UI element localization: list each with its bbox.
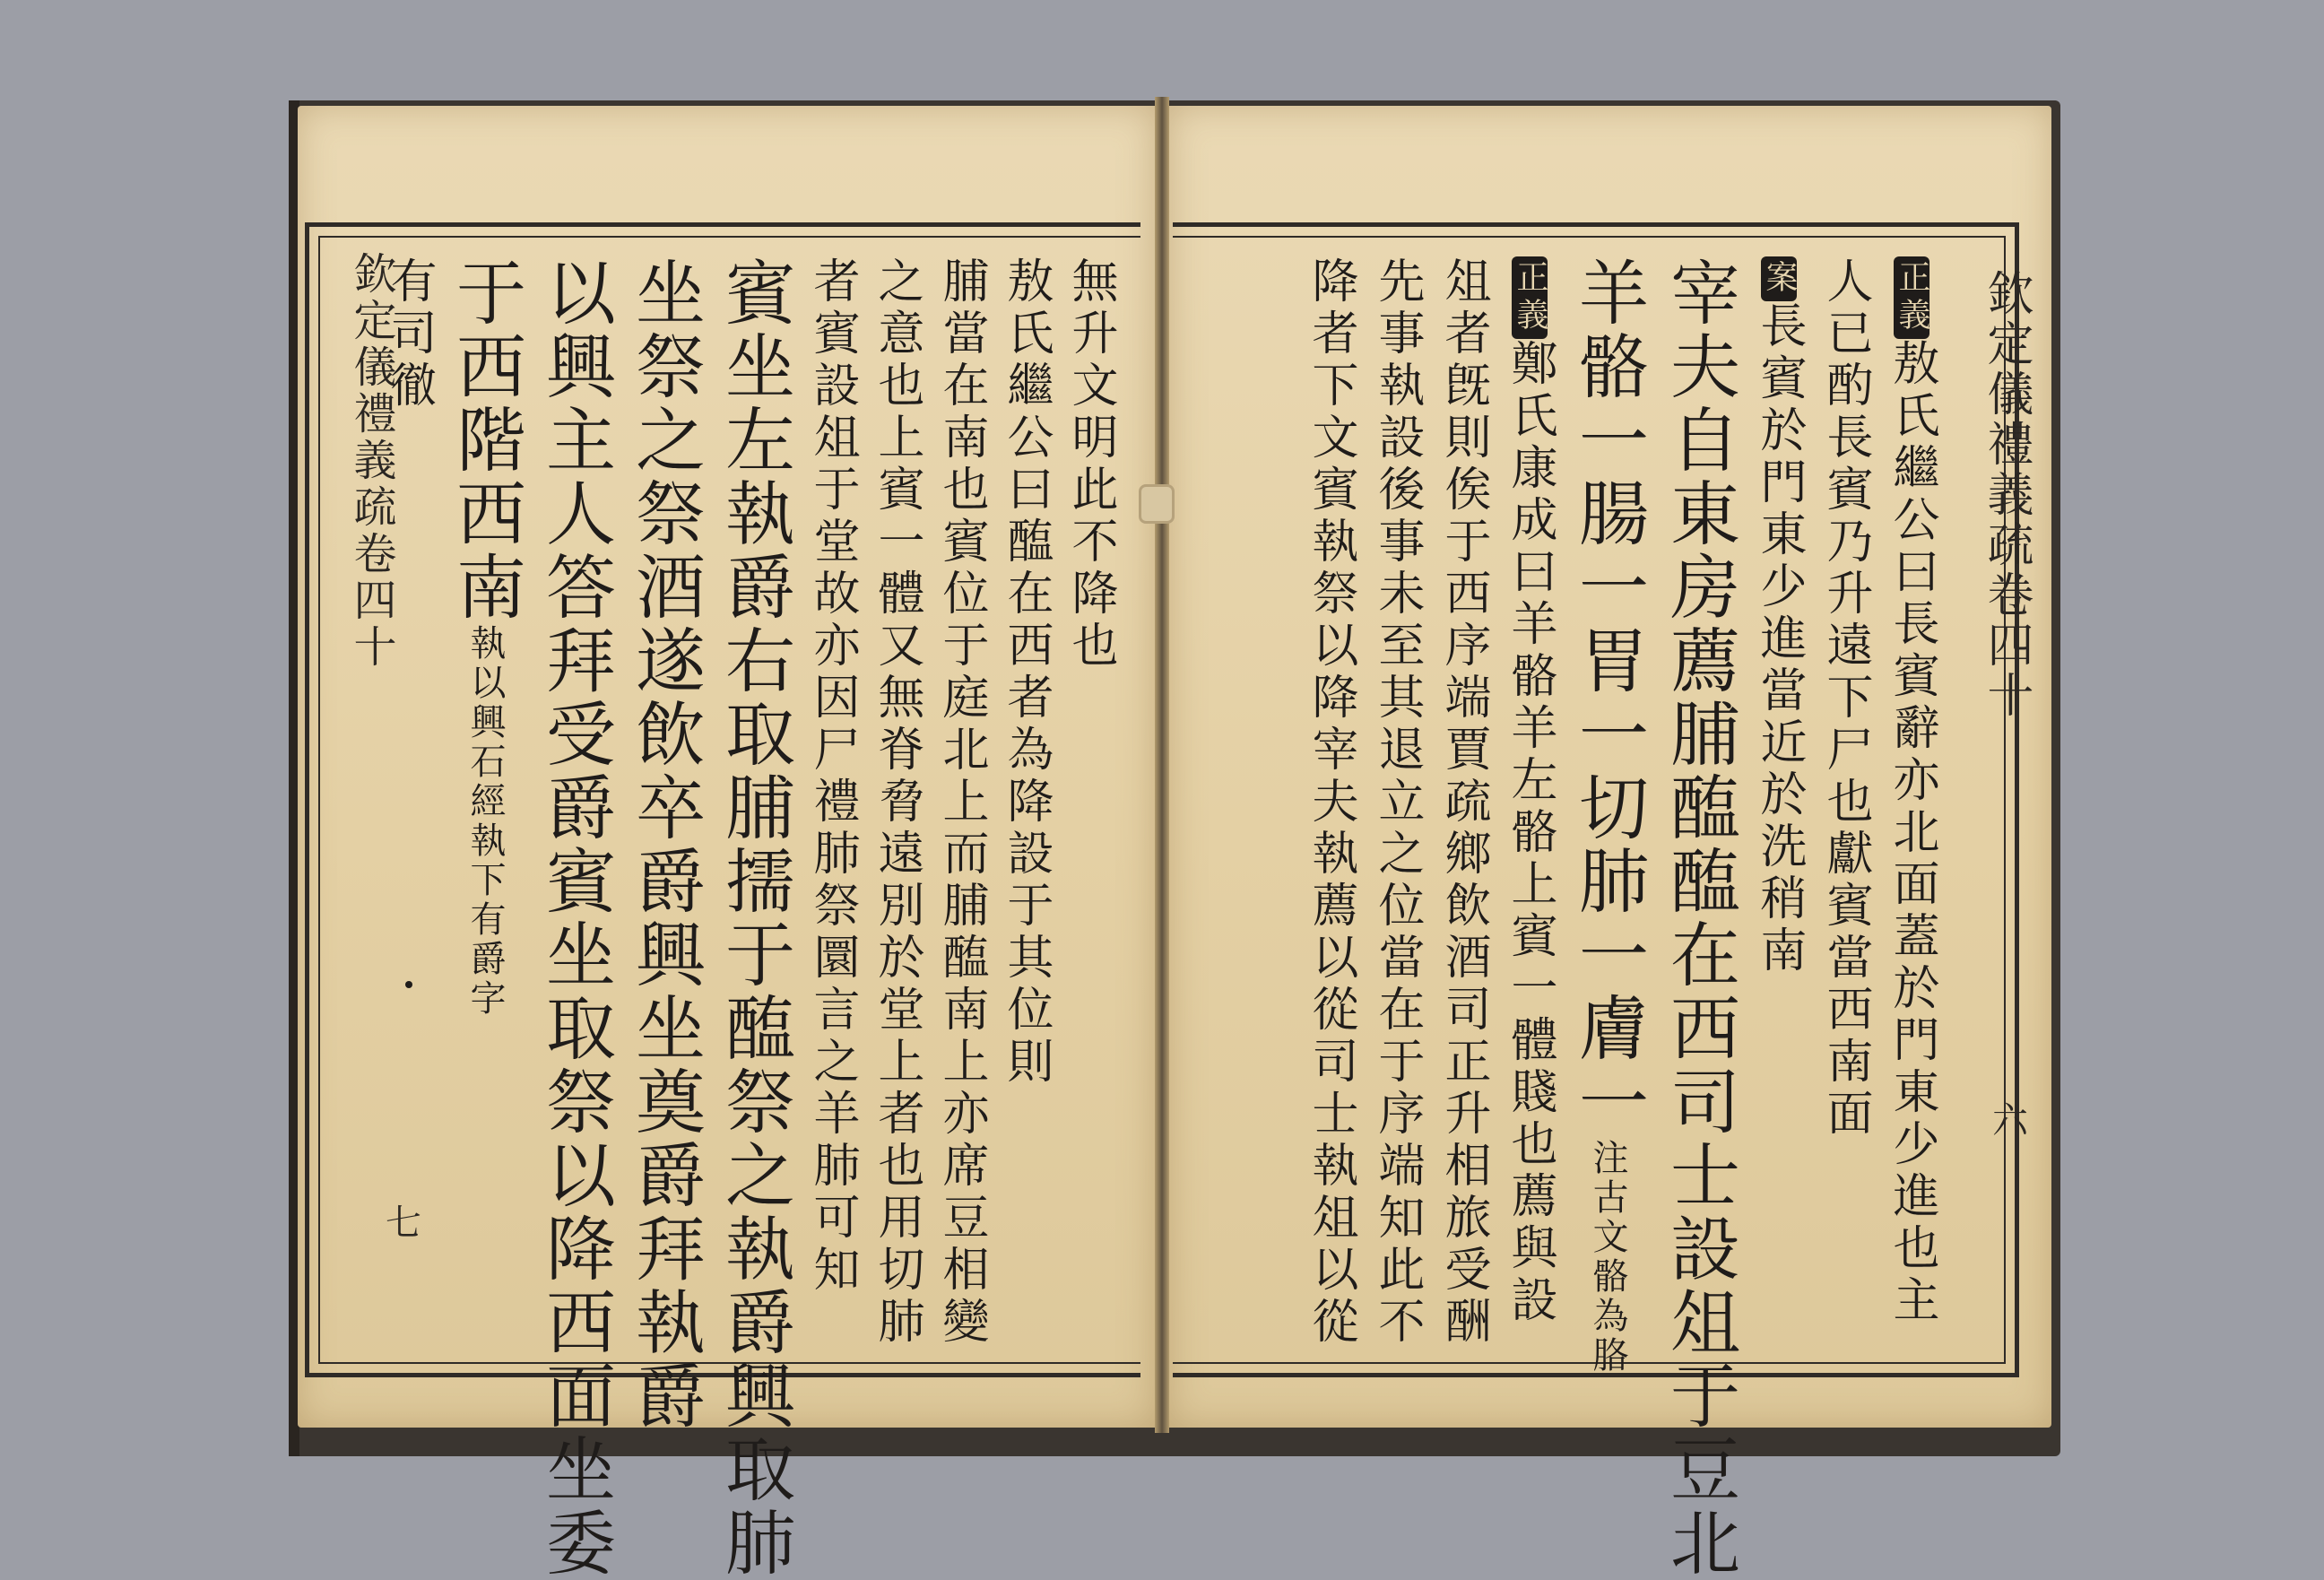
column-text: 敖氏繼公曰長賓辭亦北面蓋於門東少進也主 <box>1885 339 1938 1327</box>
right_page-text-column-5 <box>1503 256 1557 1327</box>
left_page-text-column-0 <box>1063 256 1117 673</box>
right_page-text-column-7 <box>1370 256 1424 1349</box>
book-gutter <box>1155 97 1169 1433</box>
column-text: 長賓於門東少進當近於洗稍南 <box>1752 301 1806 977</box>
left_page-text-column-6 <box>624 256 705 1433</box>
column-text: 有司徹 <box>382 256 436 412</box>
column-text: 無升文明此不降也 <box>1063 256 1117 673</box>
right_page-text-column-0 <box>1885 256 1938 1327</box>
column-note: 執以興石經執下有爵字 <box>464 624 506 1019</box>
section-stamp: 正義 <box>1894 256 1929 339</box>
right-margin-title: 欽定儀禮義疏卷四十 <box>1979 269 2033 721</box>
left_page-text-column-5 <box>714 256 794 1580</box>
right_page-text-column-8 <box>1304 256 1357 1349</box>
column-text: 人已酌長賓乃升遠下尸也獻賓當西南面 <box>1818 256 1872 1141</box>
column-text: 以興主人答拜受爵賓坐取祭以降西面坐委 <box>534 256 615 1580</box>
left_page-text-column-7 <box>534 256 615 1580</box>
left_page-text-column-1 <box>999 256 1053 1089</box>
column-text: 之意也上賓一體又無脊脅遠別於堂上者也用切肺 <box>870 256 924 1349</box>
column-text: 者賓設俎于堂故亦因尸禮肺祭圜言之羊肺可知 <box>805 256 859 1297</box>
column-text: 先事執設後事未至其退立之位當在于序端知此不 <box>1370 256 1424 1349</box>
ink-dot <box>405 981 412 988</box>
column-text: 坐祭之祭酒遂飲卒爵興坐奠爵拜執爵 <box>624 256 705 1433</box>
column-text: 宰夫自東房薦脯醢醢在西司士設俎于豆北 <box>1659 256 1739 1580</box>
section-stamp: 正義 <box>1512 256 1548 339</box>
right-page-number: 六 <box>1992 1100 2028 1142</box>
column-text: 于西階西南 <box>445 256 525 624</box>
right_page-text-column-3 <box>1659 256 1739 1580</box>
column-text: 降者下文賓執祭以降宰夫執薦以從司士執俎以從 <box>1304 256 1357 1349</box>
right_page-text-column-6 <box>1436 256 1490 1349</box>
left-page-number: 七 <box>386 1202 421 1244</box>
left_page-text-column-2 <box>934 256 988 1349</box>
binding-thread <box>1139 484 1175 524</box>
column-text: 脯當在南也賓位于庭北上而脯醢南上亦席豆相變 <box>934 256 988 1349</box>
left_page-text-column-8 <box>445 256 525 1019</box>
right_page-text-column-1 <box>1818 256 1872 1141</box>
left_page-text-column-4 <box>805 256 859 1297</box>
column-note: 注古文骼為胳 <box>1587 1139 1628 1376</box>
column-text: 俎者旣則俟于西序端賈疏鄉飲酒司正升相旅受酬 <box>1436 256 1490 1349</box>
column-text: 賓坐左執爵右取脯擩于醢祭之執爵興取肺 <box>714 256 794 1580</box>
column-text: 鄭氏康成曰羊骼羊左骼上賓一體賤也薦與設 <box>1503 339 1557 1327</box>
right_page-text-column-4 <box>1567 256 1648 1376</box>
column-text: 敖氏繼公曰醢在西者為降設于其位則 <box>999 256 1053 1089</box>
left_page-text-column-3 <box>870 256 924 1349</box>
left-margin-title: 欽定儀禮義疏卷四十 <box>346 251 396 671</box>
column-text: 羊骼一腸一胃一切肺一膚一 <box>1567 256 1648 1139</box>
right_page-text-column-2 <box>1752 256 1806 977</box>
section-stamp: 案 <box>1761 256 1797 301</box>
left_page-text-column-9 <box>382 256 436 412</box>
